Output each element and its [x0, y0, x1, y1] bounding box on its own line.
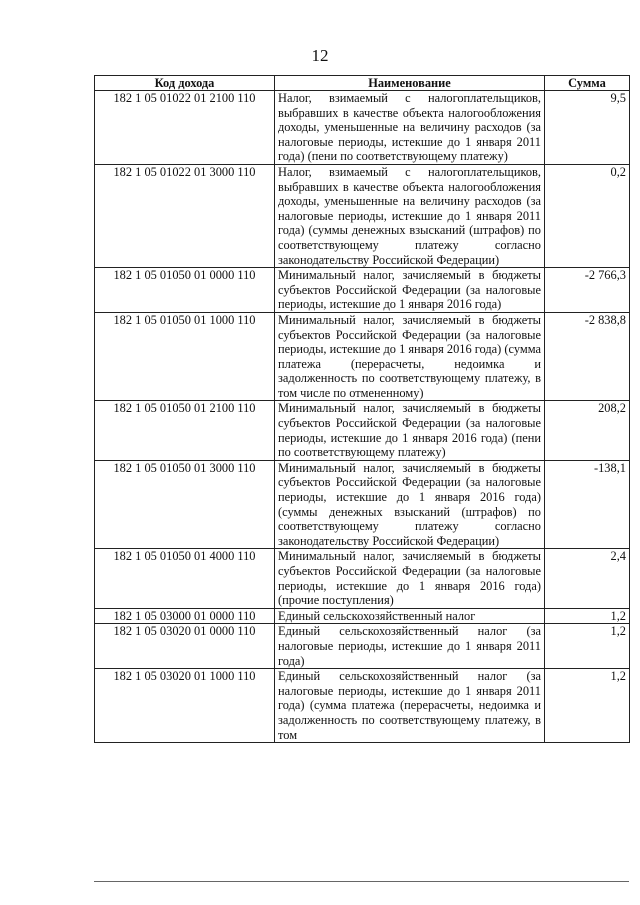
row-code: 182 1 05 01022 01 2100 110: [95, 91, 275, 165]
table-header-row: [95, 76, 630, 91]
header-code: Код дохода: [95, 76, 275, 91]
row-name: Налог, взимаемый с налогоплательщиков, выбравших в качестве объекта налогообложения доходы, уменьшенные на величину расходов (за налоговые периоды, истекшие до 1 января 2011 года) (пени по соответствующему платежу): [275, 91, 545, 165]
table-row: [95, 549, 630, 608]
row-name: Минимальный налог, зачисляемый в бюджеты субъектов Российской Федерации (за налоговые периоды, истекшие до 1 января 2016 года) (пени по соответствующему платежу): [275, 401, 545, 460]
row-name: Минимальный налог, зачисляемый в бюджеты субъектов Российской Федерации (за налоговые периоды, истекшие до 1 января 2016 года) (сумма платежа (перерасчеты, недоимка и задолженность по соответствующему платежу, в том числе по отмененному): [275, 312, 545, 401]
row-code: 182 1 05 01022 01 3000 110: [95, 164, 275, 267]
row-code: 182 1 05 03020 01 0000 110: [95, 624, 275, 669]
table-row: [95, 312, 630, 401]
row-sum: 1,2: [545, 624, 630, 669]
table-row: [95, 608, 630, 624]
row-code: 182 1 05 01050 01 0000 110: [95, 268, 275, 313]
page-number: 12: [311, 46, 329, 65]
table-row: [95, 91, 630, 165]
revenue-table: [94, 75, 630, 743]
table-row: [95, 669, 630, 743]
row-name: Единый сельскохозяйственный налог (за налоговые периоды, истекшие до 1 января 2011 года): [275, 624, 545, 669]
row-sum: -2 838,8: [545, 312, 630, 401]
row-name: Минимальный налог, зачисляемый в бюджеты субъектов Российской Федерации (за налоговые периоды, истекшие до 1 января 2016 года) (суммы денежных взысканий (штрафов) по соответствующему платежу согласно законодательству Российской Федерации): [275, 460, 545, 549]
table-row: [95, 624, 630, 669]
row-name: Налог, взимаемый с налогоплательщиков, выбравших в качестве объекта налогообложения доходы, уменьшенные на величину расходов (за налоговые периоды, истекшие до 1 января 2011 года) (суммы денежных взысканий (штрафов) по соответствующему платежу согласно законодательству Российской Федерации): [275, 164, 545, 267]
row-sum: 208,2: [545, 401, 630, 460]
row-sum: 2,4: [545, 549, 630, 608]
table-row: [95, 268, 630, 313]
row-name: Минимальный налог, зачисляемый в бюджеты субъектов Российской Федерации (за налоговые периоды, истекшие до 1 января 2016 года) (прочие поступления): [275, 549, 545, 608]
page-bottom-rule: [94, 881, 629, 882]
header-name: Наименование: [275, 76, 545, 91]
table-row: [95, 164, 630, 267]
row-code: 182 1 05 01050 01 1000 110: [95, 312, 275, 401]
row-code: 182 1 05 01050 01 2100 110: [95, 401, 275, 460]
table-row: [95, 401, 630, 460]
row-sum: 0,2: [545, 164, 630, 267]
header-sum: Сумма: [545, 76, 630, 91]
row-name: Единый сельскохозяйственный налог: [275, 608, 545, 624]
row-name: Единый сельскохозяйственный налог (за налоговые периоды, истекшие до 1 января 2011 года) (сумма платежа (перерасчеты, недоимка и задолженность по соответствующему платежу, в том: [275, 669, 545, 743]
row-name: Минимальный налог, зачисляемый в бюджеты субъектов Российской Федерации (за налоговые периоды, истекшие до 1 января 2016 года): [275, 268, 545, 313]
row-code: 182 1 05 03000 01 0000 110: [95, 608, 275, 624]
row-sum: 1,2: [545, 669, 630, 743]
row-code: 182 1 05 01050 01 3000 110: [95, 460, 275, 549]
row-sum: 9,5: [545, 91, 630, 165]
row-sum: 1,2: [545, 608, 630, 624]
table-row: [95, 460, 630, 549]
row-code: 182 1 05 01050 01 4000 110: [95, 549, 275, 608]
row-sum: -138,1: [545, 460, 630, 549]
row-sum: -2 766,3: [545, 268, 630, 313]
row-code: 182 1 05 03020 01 1000 110: [95, 669, 275, 743]
